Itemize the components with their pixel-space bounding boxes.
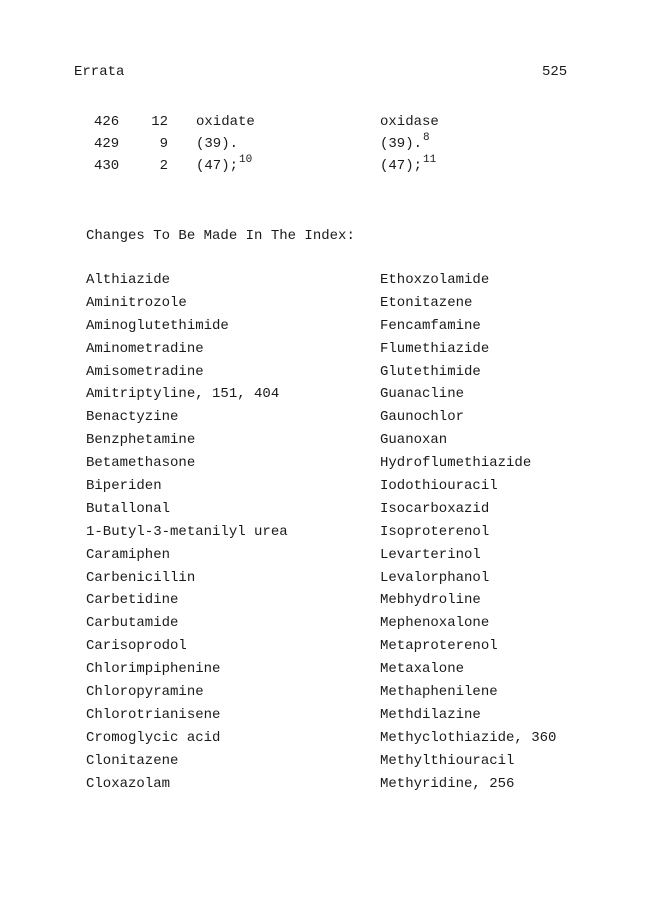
index-entry: Levalorphanol [380, 569, 490, 586]
index-entry: Isoproterenol [380, 523, 490, 540]
index-entry: Ethoxzolamide [380, 272, 490, 288]
index-left-column [86, 272, 288, 798]
errata-for [196, 154, 253, 175]
index-entry: Carbetidine [86, 592, 179, 609]
errata-read-text: (39). [380, 136, 423, 152]
errata-for-text: (39). [196, 136, 239, 152]
index-entry: Fencamfamine [380, 317, 481, 334]
index-entry: Glutethimide [380, 363, 481, 380]
errata-line: 12 [151, 114, 168, 130]
index-entry: Benzphetamine [86, 432, 196, 449]
index-entry: Amisometradine [86, 363, 204, 380]
index-entry: Carbutamide [86, 615, 179, 632]
index-entry: Clonitazene [86, 752, 179, 769]
errata-read [380, 154, 437, 175]
index-entry: Cloxazolam [86, 775, 171, 792]
index-entry: Chloropyramine [86, 684, 204, 701]
index-entry: Metaxalone [380, 661, 465, 678]
index-entry: Gaunochlor [380, 409, 465, 426]
errata-for-footnote: 10 [239, 154, 253, 166]
index-entry: Carbenicillin [86, 569, 196, 586]
index-entry: Methyclothiazide, 360 [380, 729, 557, 746]
index-entry: Butallonal [86, 500, 171, 517]
errata-for [196, 114, 255, 130]
index-entry: Caramiphen [86, 546, 171, 563]
index-entry: Betamethasone [86, 455, 196, 472]
errata-read-footnote: 11 [423, 154, 437, 166]
index-entry: Althiazide [86, 272, 171, 288]
index-entry: Methaphenilene [380, 684, 498, 701]
index-entry: Mephenoxalone [380, 615, 490, 632]
index-entry: Guanacline [380, 386, 465, 403]
index-entry: Methyridine, 256 [380, 775, 515, 792]
errata-row [0, 114, 650, 134]
index-entry: Cromoglycic acid [86, 729, 221, 746]
index-entry: Flumethiazide [380, 340, 490, 357]
index-entry: 1-Butyl-3-metanilyl urea [86, 523, 288, 540]
errata-line: 9 [159, 136, 168, 152]
index-entry: Etonitazene [380, 294, 473, 311]
errata-read [380, 132, 430, 153]
errata-read-text: (47); [380, 158, 423, 174]
errata-read-footnote: 8 [423, 132, 430, 144]
index-entry: Guanoxan [380, 432, 448, 449]
index-entry: Methylthiouracil [380, 752, 515, 769]
index-entry: Mebhydroline [380, 592, 481, 609]
errata-read [380, 114, 439, 130]
index-right-column [380, 272, 556, 798]
errata-row [0, 132, 650, 156]
errata-read-text: oxidase [380, 114, 439, 130]
index-entry: Benactyzine [86, 409, 179, 426]
errata-for-text: oxidate [196, 114, 255, 130]
index-entry: Isocarboxazid [380, 500, 490, 517]
errata-page: 429 [94, 136, 120, 152]
running-head: Errata [74, 64, 125, 80]
index-entry: Amitriptyline, 151, 404 [86, 386, 280, 403]
index-entry: Methdilazine [380, 706, 481, 723]
index-entry: Carisoprodol [86, 638, 187, 655]
page-number: 525 [542, 64, 568, 80]
index-entry: Iodothiouracil [380, 478, 498, 495]
errata-page: 426 [94, 114, 120, 130]
index-entry: Chlorimpiphenine [86, 661, 221, 678]
index-changes-heading: Changes To Be Made In The Index: [86, 228, 355, 244]
errata-row [0, 154, 650, 178]
errata-line: 2 [159, 158, 168, 174]
index-entry: Levarterinol [380, 546, 481, 563]
errata-for [196, 136, 238, 152]
index-entry: Biperiden [86, 478, 162, 495]
errata-for-text: (47); [196, 158, 239, 174]
index-entry: Metaproterenol [380, 638, 498, 655]
index-entry: Aminometradine [86, 340, 204, 357]
index-entry: Aminitrozole [86, 294, 187, 311]
index-entry: Aminoglutethimide [86, 317, 229, 334]
index-entry: Hydroflumethiazide [380, 455, 532, 472]
errata-page: 430 [94, 158, 120, 174]
index-entry: Chlorotrianisene [86, 706, 221, 723]
